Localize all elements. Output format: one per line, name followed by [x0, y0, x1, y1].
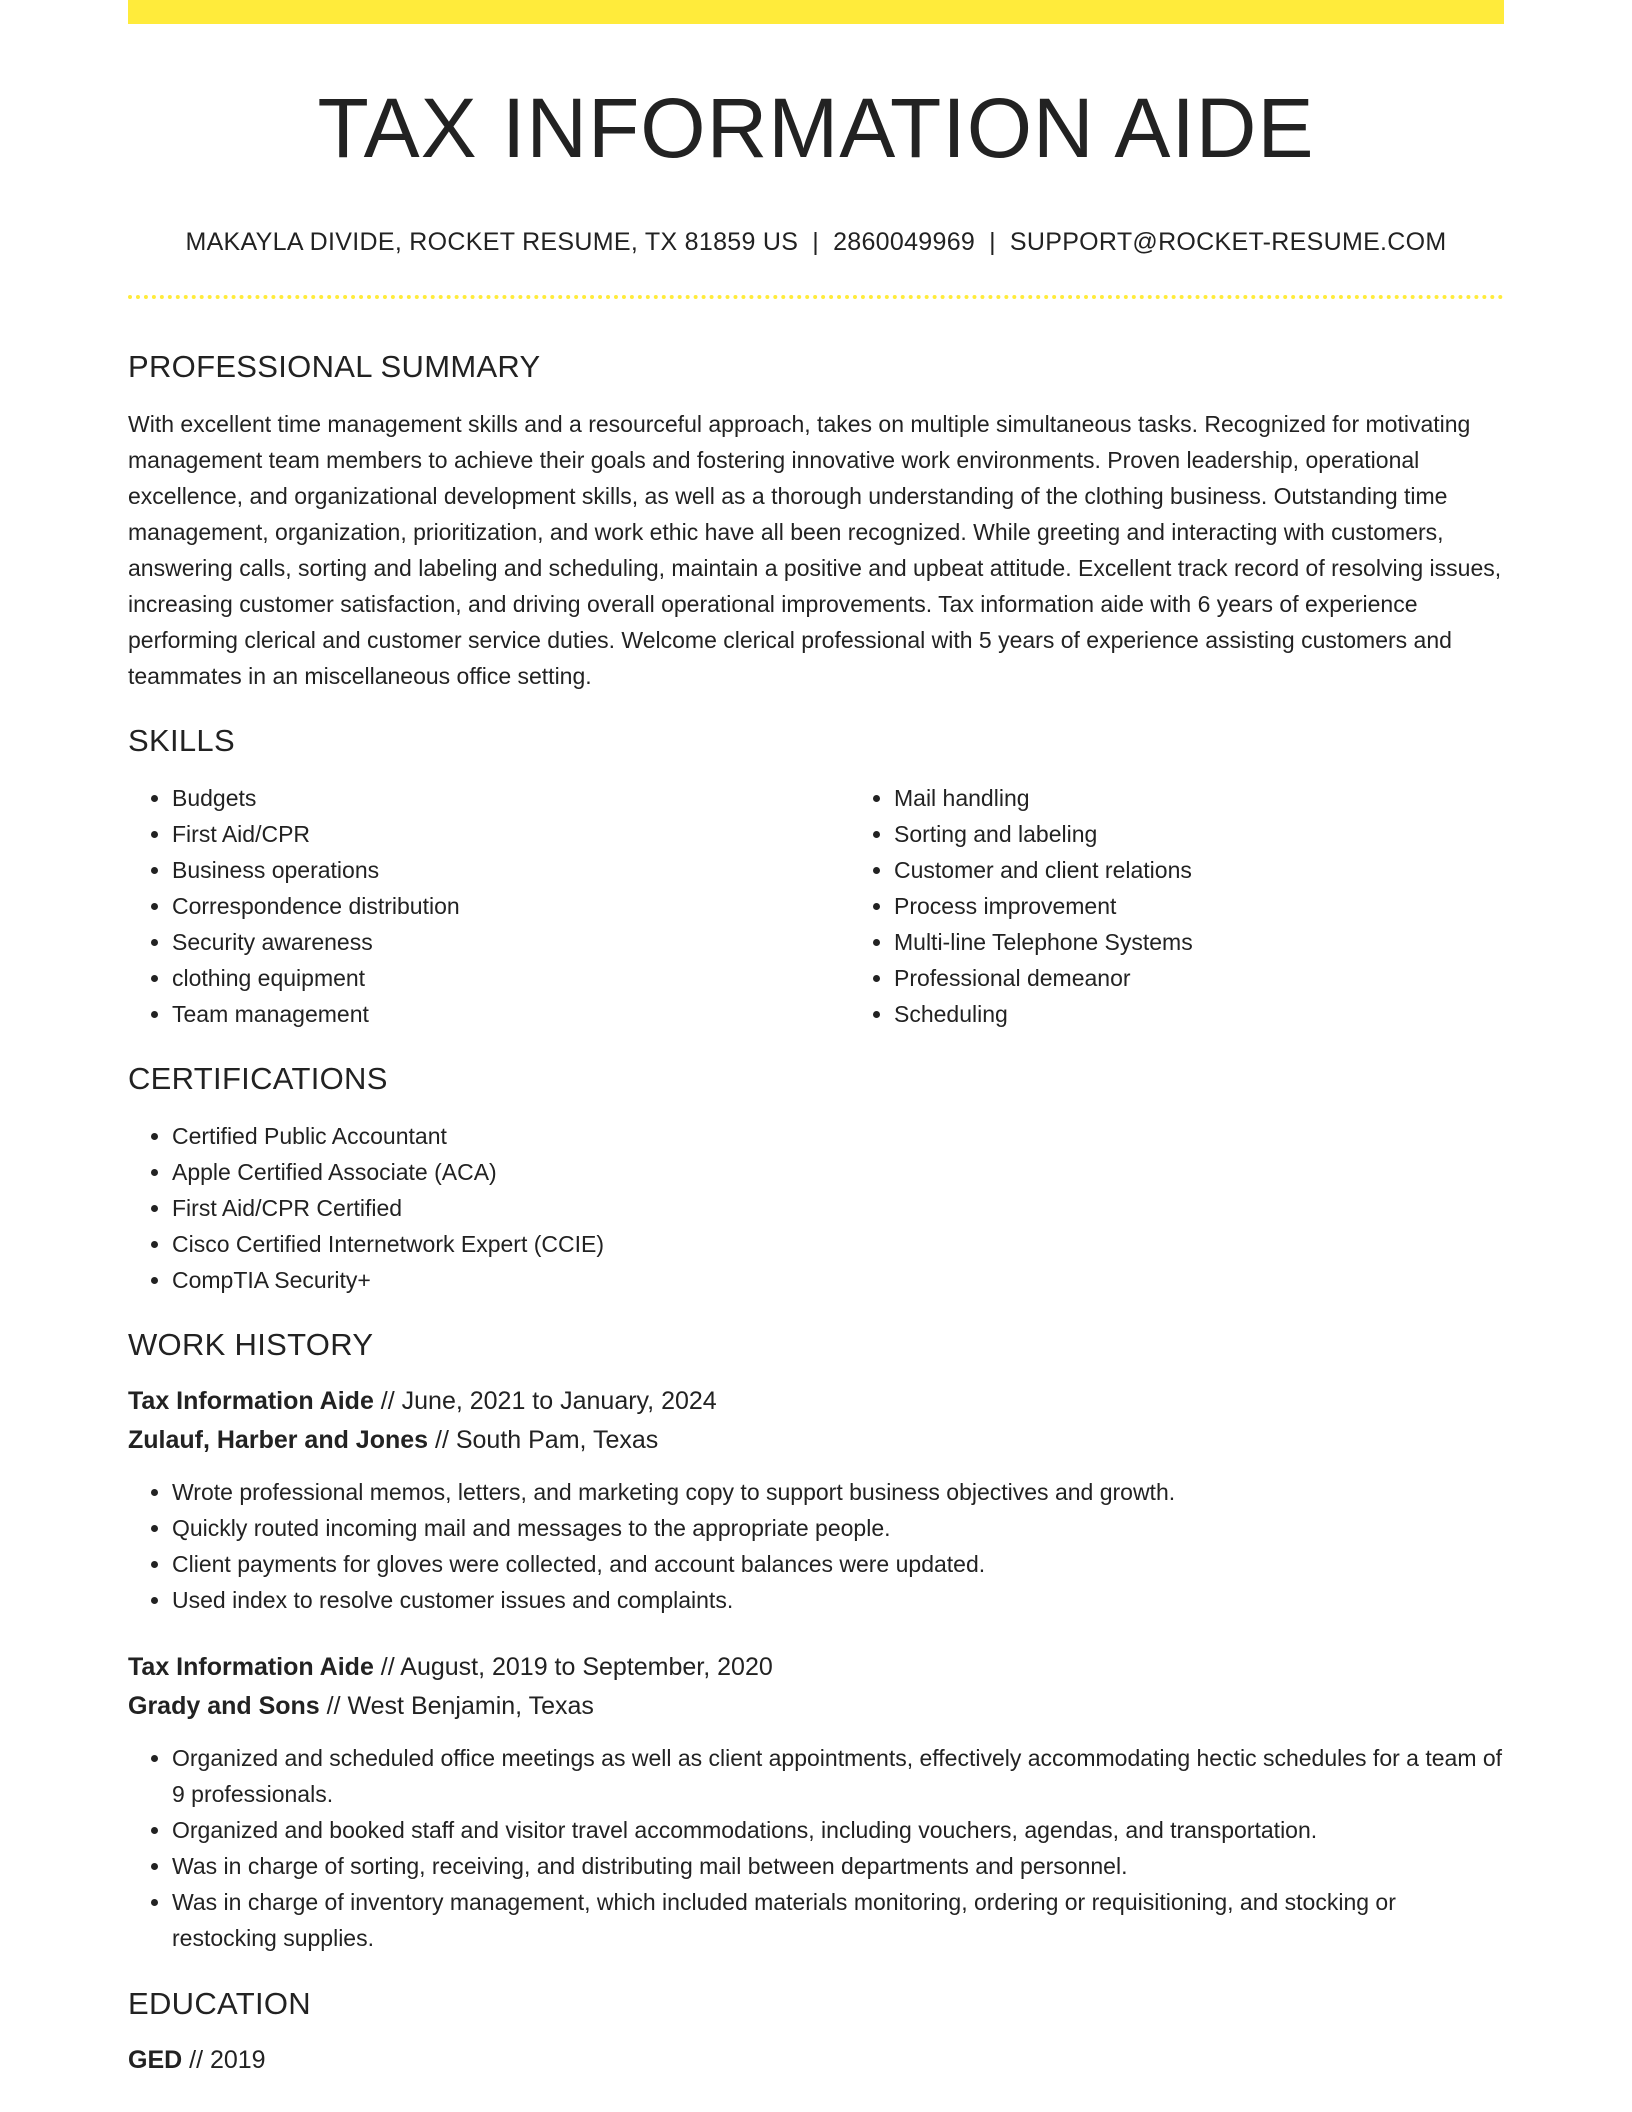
education-line [128, 2041, 1504, 2080]
skill-item: • clothing equipment [172, 960, 850, 996]
header-divider [128, 295, 1504, 299]
job-title: Tax Information Aide [128, 1653, 374, 1681]
job-company: Zulauf, Harber and Jones [128, 1426, 429, 1454]
summary-section [128, 351, 1504, 694]
job-bullets [128, 1474, 1504, 1618]
skill-item: • First Aid/CPR [172, 816, 850, 852]
skills-left-list [128, 780, 850, 1032]
contact-address: MAKAYLA DIVIDE, ROCKET RESUME, TX 81859 US [185, 228, 799, 256]
work-history-heading: WORK HISTORY [128, 1327, 374, 1362]
job-company: Grady and Sons [128, 1692, 320, 1720]
contact-phone: 2860049969 [833, 228, 976, 256]
job-bullet: • Organized and booked staff and visitor travel accommodations, including vouchers, agendas, and transportation. [172, 1812, 1504, 1848]
contact-separator: | [812, 228, 820, 256]
skill-item: • Customer and client relations [894, 852, 1572, 888]
certification-item: • Certified Public Accountant [172, 1118, 1504, 1154]
work-history-section [128, 1329, 1504, 1956]
contact-line [128, 230, 1504, 255]
skills-section [128, 725, 1504, 1032]
resume-page [128, 0, 1504, 2080]
job-bullet: • Was in charge of sorting, receiving, and distributing mail between departments and personnel. [172, 1848, 1504, 1884]
skill-item: • Mail handling [894, 780, 1572, 816]
job-bullet: • Wrote professional memos, letters, and marketing copy to support business objectives and growth. [172, 1474, 1504, 1510]
skill-item: • Correspondence distribution [172, 888, 850, 924]
job-company-line [128, 1687, 1504, 1726]
job-location: // South Pam, Texas [428, 1426, 659, 1454]
job-title-line [128, 1648, 1504, 1687]
education-section [128, 1988, 1504, 2080]
summary-heading: PROFESSIONAL SUMMARY [128, 349, 541, 384]
certification-item: • First Aid/CPR Certified [172, 1190, 1504, 1226]
job-bullets [128, 1740, 1504, 1956]
job-entry [128, 1648, 1504, 1956]
skill-item: • Business operations [172, 852, 850, 888]
summary-text: With excellent time management skills and a resourceful approach, takes on multiple simultaneous tasks. Recognized for motivating management team members to achieve their goals and fostering innovative work environments. Proven leadership, operational excellence, and organizational development skills, as well as a thorough understanding of the clothing business. Outstanding time management, organization, prioritization, and work ethic have all been recognized. While greeting and interacting with customers, answering calls, sorting and labeling and scheduling, maintain a positive and upbeat attitude. Excellent track record of resolving issues, increasing customer satisfaction, and driving overall operational improvements. Tax information aide with 6 years of experience performing clerical and customer service duties. Welcome clerical professional with 5 years of experience assisting customers and teammates in an miscellaneous office setting. [128, 411, 1502, 689]
education-heading: EDUCATION [128, 1986, 311, 2021]
certifications-heading: CERTIFICATIONS [128, 1061, 388, 1096]
skills-heading: SKILLS [128, 723, 235, 758]
job-bullet: • Quickly routed incoming mail and messages to the appropriate people. [172, 1510, 1504, 1546]
job-location: // West Benjamin, Texas [319, 1692, 594, 1720]
skills-right-list [850, 780, 1572, 1032]
resume-title: TAX INFORMATION AIDE [317, 81, 1315, 175]
skill-item: • Sorting and labeling [894, 816, 1572, 852]
job-bullet: • Was in charge of inventory management, which included materials monitoring, ordering or requisitioning, and stocking or restocking supplies. [172, 1884, 1504, 1956]
skill-item: • Budgets [172, 780, 850, 816]
certification-item: • Cisco Certified Internetwork Expert (CCIE) [172, 1226, 1504, 1262]
skills-grid [128, 780, 1504, 1032]
skill-item: • Scheduling [894, 996, 1572, 1032]
job-dates: // August, 2019 to September, 2020 [373, 1653, 773, 1681]
skill-item: • Professional demeanor [894, 960, 1572, 996]
education-degree: GED [128, 2046, 183, 2074]
certification-item: • Apple Certified Associate (ACA) [172, 1154, 1504, 1190]
job-bullet: • Client payments for gloves were collected, and account balances were updated. [172, 1546, 1504, 1582]
skill-item: • Multi-line Telephone Systems [894, 924, 1572, 960]
skill-item: • Team management [172, 996, 850, 1032]
job-bullet: • Used index to resolve customer issues and complaints. [172, 1582, 1504, 1618]
job-dates: // June, 2021 to January, 2024 [373, 1387, 717, 1415]
job-entry [128, 1382, 1504, 1618]
contact-email: SUPPORT@ROCKET-RESUME.COM [1009, 228, 1447, 256]
job-company-line [128, 1421, 1504, 1460]
education-year: // 2019 [182, 2046, 266, 2074]
job-title-line [128, 1382, 1504, 1421]
job-title: Tax Information Aide [128, 1387, 374, 1415]
top-accent-bar [128, 0, 1504, 24]
certification-item: • CompTIA Security+ [172, 1262, 1504, 1298]
job-bullet: • Organized and scheduled office meetings as well as client appointments, effectively accommodating hectic schedules for a team of 9 professionals. [172, 1740, 1504, 1812]
certifications-list [128, 1118, 1504, 1298]
contact-separator: | [989, 228, 996, 256]
skill-item: • Process improvement [894, 888, 1572, 924]
certifications-section [128, 1063, 1504, 1298]
skill-item: • Security awareness [172, 924, 850, 960]
